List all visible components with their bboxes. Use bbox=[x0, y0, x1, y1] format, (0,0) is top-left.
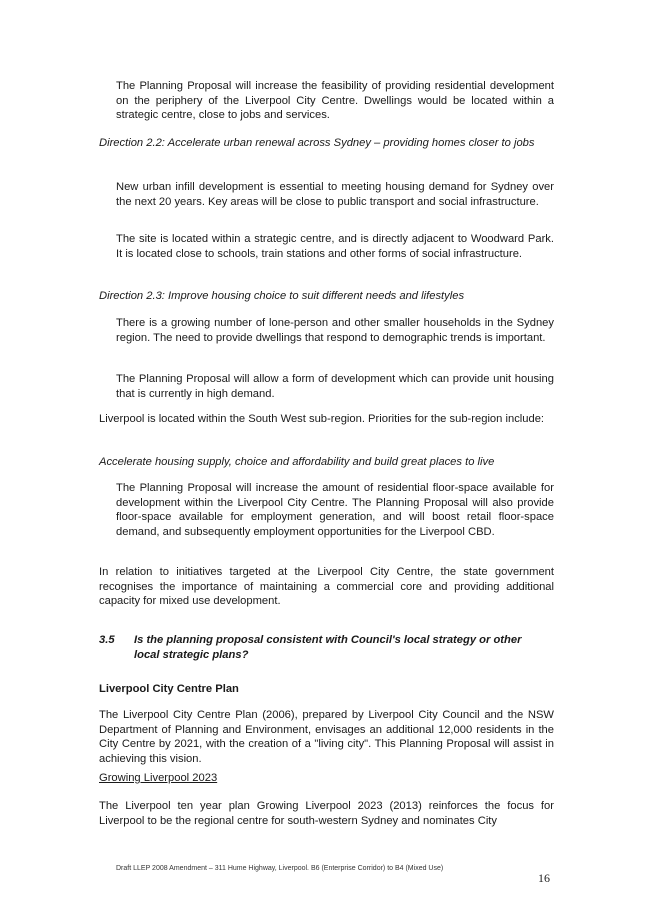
page-number: 16 bbox=[538, 871, 550, 885]
growing-liverpool-text: The Liverpool ten year plan Growing Liverpool 2023 (2013) reinforces the focus for Liverpool to be the regional centre for south-western Sydney and nominates City bbox=[99, 800, 554, 827]
paragraph-feasibility: The Planning Proposal will increase the feasibility of providing residential development on the periphery of the Liverpool City Centre. Dwellings would be located within a strategic centre, close to jobs and services. bbox=[116, 80, 554, 122]
paragraph-urban-infill: New urban infill development is essential to meeting housing demand for Sydney over the next 20 years. Key areas will be close to public transport and social infrastructure. bbox=[116, 181, 554, 208]
section-title: Is the planning proposal consistent with Council's local strategy or other local strategic plans? bbox=[134, 634, 522, 661]
centre-plan-heading: Liverpool City Centre Plan bbox=[99, 683, 239, 695]
priority-accelerate-housing: Accelerate housing supply, choice and affordability and build great places to live bbox=[99, 456, 495, 468]
paragraph-unit-housing: The Planning Proposal will allow a form of development which can provide unit housing that is currently in high demand. bbox=[116, 373, 554, 400]
section-number: 3.5 bbox=[99, 634, 115, 646]
centre-plan-text: The Liverpool City Centre Plan (2006), prepared by Liverpool City Council and the NSW Department of Planning and Environment, envisages an additional 12,000 residents in the City Centre by 2021, with the creation of a "living city". This Planning Proposal will assist in achieving this vision. bbox=[99, 709, 554, 765]
direction-2-2: Direction 2.2: Accelerate urban renewal across Sydney – providing homes closer to jobs bbox=[99, 137, 535, 149]
page-footer: Draft LLEP 2008 Amendment – 311 Hume Highway, Liverpool. B6 (Enterprise Corridor) to B4 (Mixed Use) bbox=[116, 865, 444, 872]
paragraph-site-location: The site is located within a strategic centre, and is directly adjacent to Woodward Park. It is located close to schools, train stations and other forms of social infrastructure. bbox=[116, 233, 554, 260]
paragraph-state-government: In relation to initiatives targeted at the Liverpool City Centre, the state government recognises the importance of maintaining a commercial core and providing additional capacity for mixed use development. bbox=[99, 566, 554, 608]
paragraph-households: There is a growing number of lone-person and other smaller households in the Sydney region. The need to provide dwellings that respond to demographic trends is important. bbox=[116, 317, 554, 344]
direction-2-3: Direction 2.3: Improve housing choice to suit different needs and lifestyles bbox=[99, 290, 465, 302]
paragraph-floor-space: The Planning Proposal will increase the amount of residential floor-space available for development within the Liverpool City Centre. The Planning Proposal will also provide floor-space available for employment generation, and will boost retail floor-space demand, and subsequently employment opportunities for the Liverpool CBD. bbox=[116, 482, 554, 538]
growing-liverpool-heading: Growing Liverpool 2023 bbox=[99, 772, 218, 784]
paragraph-sub-region: Liverpool is located within the South West sub-region. Priorities for the sub-region include: bbox=[99, 413, 545, 425]
